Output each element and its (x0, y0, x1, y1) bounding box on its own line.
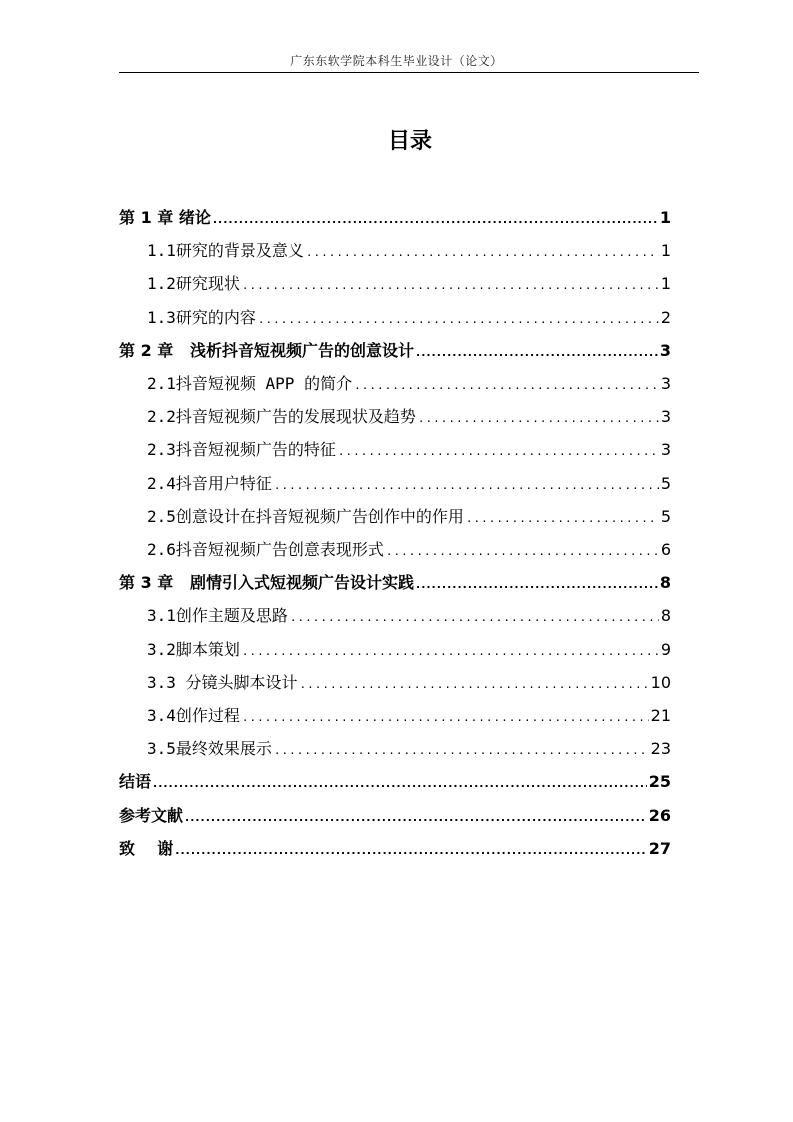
toc-chapter-entry[interactable] (119, 769, 671, 795)
dot-leader (242, 645, 659, 658)
toc-entry-title: 参考文献 (119, 805, 184, 825)
toc-entry-number: 2.2 (147, 407, 176, 427)
toc-entry-page: 26 (648, 805, 671, 825)
toc-chapter-entry[interactable] (119, 205, 671, 231)
toc-entry-page: 5 (660, 473, 671, 493)
toc-section-entry[interactable] (147, 670, 671, 696)
toc-entry-page: 1 (659, 208, 671, 227)
toc-entry-title: 创作过程 (175, 706, 240, 725)
toc-entry-page: 3 (660, 440, 671, 460)
toc-section-entry[interactable] (147, 603, 671, 629)
header-divider (119, 72, 699, 73)
toc-entry-page: 27 (648, 838, 671, 858)
toc-section-entry[interactable] (147, 404, 671, 430)
toc-entry-title: 绪论 (178, 208, 211, 227)
toc-entry-title: 剧情引入式短视频广告设计实践 (190, 573, 415, 593)
toc-entry-page: 23 (650, 739, 671, 759)
toc-section-entry[interactable] (147, 271, 671, 297)
page-header: 广东东软学院本科生毕业设计（论文） (290, 54, 503, 68)
toc-entry-title: 研究的内容 (175, 307, 256, 327)
toc-entry-page: 8 (659, 573, 671, 593)
toc-entry-number: 第 3 章 (119, 573, 190, 593)
toc-entry-page: 3 (660, 407, 671, 427)
toc-section-entry[interactable] (147, 537, 671, 563)
toc-entry-number: 3.1 (147, 606, 176, 626)
toc-entry-page: 2 (660, 307, 671, 327)
toc-title: 目录 (387, 129, 432, 154)
toc-entry-page: 8 (660, 606, 671, 626)
dot-leader (290, 611, 659, 624)
toc-entry-title: 创意设计在抖音短视频广告创作中的作用 (175, 506, 464, 526)
toc-section-entry[interactable] (147, 371, 671, 397)
toc-entry-number: 1.2 (147, 274, 176, 294)
toc-entry-page: 10 (650, 672, 671, 692)
dot-leader (242, 711, 649, 724)
toc-entry-title: 脚本策划 (175, 639, 240, 659)
toc-entry-page: 25 (648, 772, 671, 792)
toc-section-entry[interactable] (147, 437, 671, 463)
toc-entry-page: 3 (659, 340, 671, 360)
toc-entry-number: 3.3 (147, 672, 186, 692)
toc-section-entry[interactable] (147, 637, 671, 663)
toc-entry-title: 抖音用户特征 (175, 473, 272, 493)
dot-leader (185, 811, 647, 824)
toc-entry-title: 抖音短视频广告创意表现形式 (175, 540, 384, 559)
toc-section-entry[interactable] (147, 703, 671, 729)
toc-entry-number: 2.5 (147, 506, 176, 526)
toc-entry-number: 第 1 章 (119, 208, 179, 227)
dot-leader (274, 744, 649, 757)
dot-leader (242, 279, 659, 292)
toc-section-entry[interactable] (147, 471, 671, 497)
toc-chapter-entry[interactable] (119, 570, 671, 596)
dot-leader (338, 445, 659, 458)
toc-entry-page: 1 (660, 274, 671, 294)
dot-leader (466, 512, 659, 525)
toc-entry-title: 最终效果展示 (175, 739, 272, 759)
dot-leader (153, 777, 647, 790)
toc-entry-number: 3.2 (147, 639, 176, 659)
toc-entry-number: 2.6 (147, 540, 176, 559)
toc-entry-page: 21 (650, 706, 671, 725)
toc-entry-page: 1 (660, 241, 671, 261)
toc-entry-number: 3.4 (147, 706, 176, 725)
dot-leader (213, 213, 658, 226)
dot-leader (386, 545, 659, 558)
toc-entry-title: 抖音短视频广告的发展现状及趋势 (175, 407, 416, 427)
toc-entry-page: 5 (660, 506, 671, 526)
toc-entry-number: 2.1 (147, 374, 176, 393)
dot-leader (300, 678, 649, 691)
dot-leader (418, 412, 659, 425)
toc-entry-page: 9 (660, 639, 671, 659)
dot-leader (354, 379, 659, 392)
toc-entry-title: 结语 (119, 772, 152, 792)
toc-section-entry[interactable] (147, 736, 671, 762)
toc-chapter-entry[interactable] (119, 836, 671, 862)
toc-entry-number: 3.5 (147, 739, 176, 759)
toc-chapter-entry[interactable] (119, 803, 671, 829)
toc-section-entry[interactable] (147, 238, 671, 264)
dot-leader (416, 578, 658, 591)
toc-entry-title: 浅析抖音短视频广告的创意设计 (190, 340, 415, 360)
dot-leader (306, 246, 659, 259)
toc-entry-title: 抖音短视频 APP 的简介 (175, 374, 353, 393)
toc-entry-number: 2.4 (147, 473, 176, 493)
toc-entry-title: 分镜头脚本设计 (185, 672, 298, 692)
dot-leader (258, 313, 659, 326)
toc-entry-page: 6 (660, 540, 671, 559)
toc-entry-title: 致 谢 (119, 838, 174, 858)
toc-entry-title: 抖音短视频广告的特征 (175, 440, 336, 460)
toc-entry-number: 1.3 (147, 307, 176, 327)
toc-entry-number: 2.3 (147, 440, 176, 460)
dot-leader (175, 844, 646, 857)
toc-chapter-entry[interactable] (119, 338, 671, 364)
toc-entry-title: 研究现状 (175, 274, 240, 294)
toc-entry-page: 3 (660, 374, 671, 393)
toc-entry-title: 研究的背景及意义 (175, 241, 304, 261)
toc-entry-number: 1.1 (147, 241, 176, 261)
toc-entry-title: 创作主题及思路 (175, 606, 288, 626)
toc-entry-number: 第 2 章 (119, 340, 190, 360)
toc-section-entry[interactable] (147, 305, 671, 331)
dot-leader (274, 479, 659, 492)
toc-section-entry[interactable] (147, 504, 671, 530)
dot-leader (416, 346, 658, 359)
